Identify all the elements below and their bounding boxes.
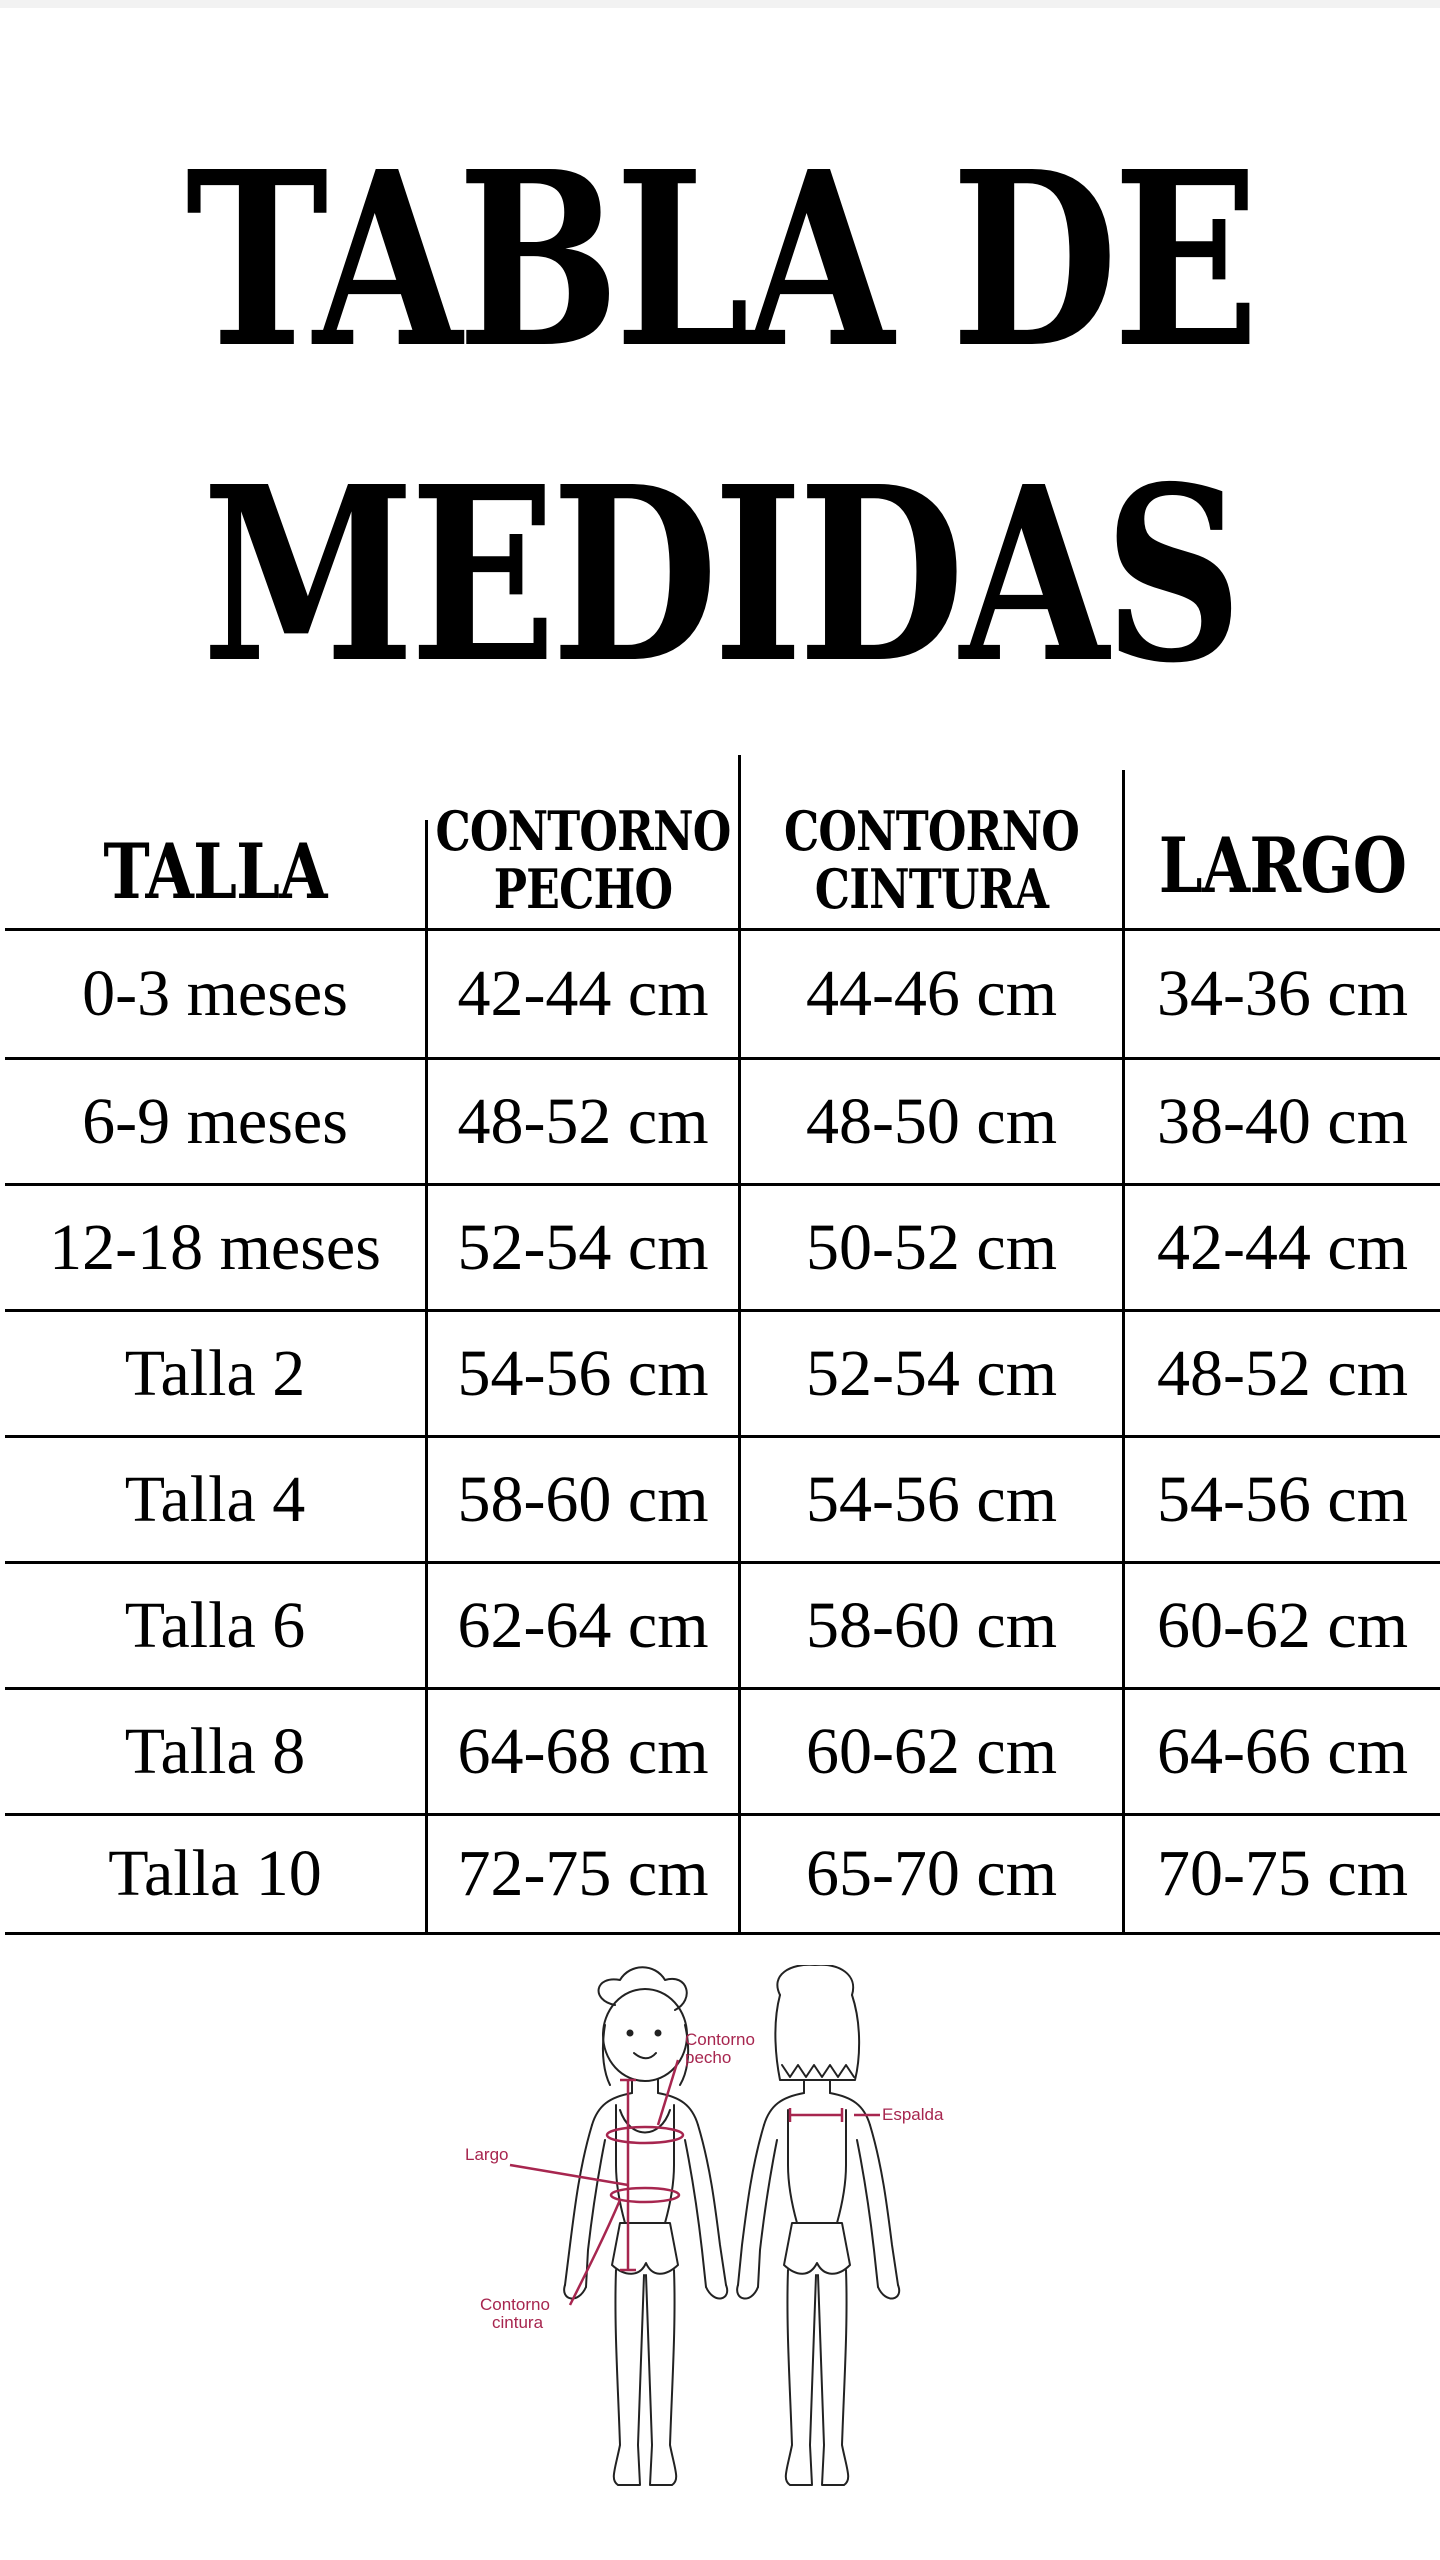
table-cell-largo: 54-56 cm — [1156, 1462, 1409, 1536]
table-cell-largo: 60-62 cm — [1156, 1588, 1409, 1662]
label-espalda: Espalda — [882, 2105, 944, 2124]
table-cell-talla: 0-3 meses — [82, 957, 348, 1030]
child-figure-illustration — [420, 1965, 1040, 2535]
table-cell-talla: Talla 4 — [124, 1462, 306, 1536]
header-cintura-line-1: CONTORNO — [783, 798, 1080, 863]
table-cell-largo: 48-52 cm — [1156, 1336, 1409, 1410]
size-table — [5, 755, 1440, 1937]
table-cell-pecho: 48-52 cm — [457, 1084, 709, 1158]
table-cell-pecho: 54-56 cm — [457, 1336, 709, 1410]
table-cell-talla: Talla 6 — [124, 1588, 306, 1662]
table-cell-cintura: 58-60 cm — [805, 1588, 1058, 1662]
header-contorno-cintura — [775, 785, 1087, 935]
header-cintura-line-2: CINTURA — [814, 857, 1049, 921]
label-contorno-cintura-1: Contorno — [480, 2295, 550, 2314]
table-cell-talla: Talla 10 — [108, 1837, 322, 1910]
header-pecho-line-2: PECHO — [493, 857, 673, 921]
table-cell-pecho: 42-44 cm — [457, 957, 709, 1030]
table-cell-pecho: 64-68 cm — [457, 1714, 709, 1788]
table-cell-pecho: 72-75 cm — [457, 1837, 709, 1910]
table-cell-largo: 64-66 cm — [1156, 1714, 1409, 1788]
table-cell-pecho: 58-60 cm — [457, 1462, 709, 1536]
table-cell-pecho: 52-54 cm — [457, 1210, 709, 1284]
table-cell-talla: Talla 2 — [124, 1336, 306, 1410]
label-contorno-pecho-1: Contorno — [685, 2030, 755, 2049]
header-contorno-pecho — [435, 785, 731, 935]
table-cell-cintura: 60-62 cm — [805, 1714, 1058, 1788]
table-cell-cintura: 48-50 cm — [805, 1084, 1058, 1158]
label-contorno-cintura-2: cintura — [492, 2313, 544, 2332]
header-largo: LARGO — [1158, 820, 1407, 910]
table-cell-cintura: 65-70 cm — [805, 1837, 1058, 1910]
table-cell-cintura: 50-52 cm — [805, 1210, 1058, 1284]
top-strip — [0, 0, 1440, 8]
table-cell-cintura: 52-54 cm — [805, 1336, 1058, 1410]
header-talla: TALLA — [103, 826, 327, 916]
table-cell-largo: 34-36 cm — [1156, 957, 1409, 1030]
measurement-diagram — [420, 1965, 1040, 2535]
label-contorno-pecho-2: pecho — [685, 2048, 732, 2067]
table-cell-talla: 6-9 meses — [82, 1084, 348, 1158]
table-cell-pecho: 62-64 cm — [457, 1588, 709, 1662]
header-pecho-line-1: CONTORNO — [435, 798, 731, 863]
table-cell-largo: 42-44 cm — [1156, 1210, 1409, 1284]
table-cell-talla: Talla 8 — [124, 1714, 306, 1788]
table-cell-cintura: 54-56 cm — [805, 1462, 1058, 1536]
table-cell-largo: 70-75 cm — [1156, 1837, 1409, 1910]
page-title-line-2: MEDIDAS — [202, 434, 1238, 716]
table-cell-largo: 38-40 cm — [1156, 1084, 1409, 1158]
table-cell-talla: 12-18 meses — [49, 1210, 381, 1284]
table-rule — [5, 1932, 1440, 1935]
page-title-line-1: TABLA DE — [185, 119, 1255, 401]
label-largo: Largo — [465, 2145, 509, 2164]
table-cell-cintura: 44-46 cm — [805, 957, 1058, 1030]
